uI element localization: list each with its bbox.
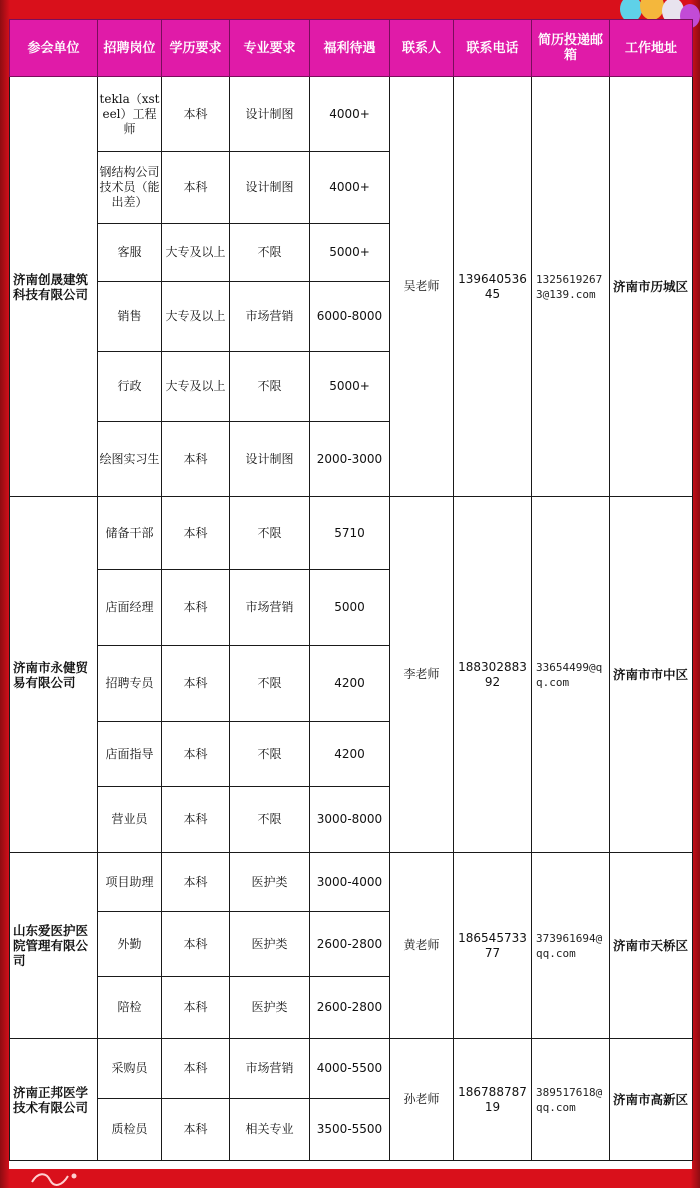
company-phone: 13964053645: [454, 77, 532, 497]
company-name: 山东爱医护医院管理有限公司: [10, 853, 98, 1039]
header-address: 工作地址: [610, 20, 693, 77]
job-major: 医护类: [230, 977, 310, 1039]
job-position: 采购员: [98, 1039, 162, 1099]
job-position: 营业员: [98, 787, 162, 853]
header-education: 学历要求: [162, 20, 230, 77]
job-major: 不限: [230, 497, 310, 570]
job-salary: 4000-5500: [310, 1039, 390, 1099]
company-contact: 李老师: [390, 497, 454, 853]
job-major: 不限: [230, 787, 310, 853]
job-position: 储备干部: [98, 497, 162, 570]
job-salary: 5710: [310, 497, 390, 570]
job-major: 市场营销: [230, 1039, 310, 1099]
company-email: 13256192673@139.com: [532, 77, 610, 497]
company-address: 济南市天桥区: [610, 853, 693, 1039]
job-education: 本科: [162, 1099, 230, 1161]
company-contact: 黄老师: [390, 853, 454, 1039]
job-salary: 2600-2800: [310, 912, 390, 977]
job-major: 设计制图: [230, 422, 310, 497]
company-email: 33654499@qq.com: [532, 497, 610, 853]
job-salary: 2600-2800: [310, 977, 390, 1039]
job-major: 不限: [230, 224, 310, 282]
job-education: 本科: [162, 497, 230, 570]
job-education: 大专及以上: [162, 224, 230, 282]
job-major: 不限: [230, 722, 310, 787]
company-name: 济南正邦医学技术有限公司: [10, 1039, 98, 1161]
job-position: 招聘专员: [98, 646, 162, 722]
company-address: 济南市高新区: [610, 1039, 693, 1161]
header-email: 简历投递邮箱: [532, 20, 610, 77]
job-salary: 5000+: [310, 352, 390, 422]
job-position: 行政: [98, 352, 162, 422]
job-major: 相关专业: [230, 1099, 310, 1161]
job-education: 本科: [162, 787, 230, 853]
header-phone: 联系电话: [454, 20, 532, 77]
company-phone: 18830288392: [454, 497, 532, 853]
decorative-swirl-icon: [28, 1168, 88, 1188]
job-major: 不限: [230, 352, 310, 422]
job-salary: 3000-4000: [310, 853, 390, 912]
job-position: 客服: [98, 224, 162, 282]
recruitment-sheet: [9, 19, 692, 1169]
balloon-icon: [640, 0, 664, 20]
job-education: 本科: [162, 722, 230, 787]
job-position: 项目助理: [98, 853, 162, 912]
job-position: 陪检: [98, 977, 162, 1039]
job-salary: 5000+: [310, 224, 390, 282]
job-salary: 3000-8000: [310, 787, 390, 853]
job-salary: 4000+: [310, 77, 390, 152]
header-unit: 参会单位: [10, 20, 98, 77]
header-contact: 联系人: [390, 20, 454, 77]
job-major: 设计制图: [230, 152, 310, 224]
header-position: 招聘岗位: [98, 20, 162, 77]
job-major: 设计制图: [230, 77, 310, 152]
company-email: 373961694@qq.com: [532, 853, 610, 1039]
job-education: 本科: [162, 152, 230, 224]
job-position: 质检员: [98, 1099, 162, 1161]
job-education: 本科: [162, 422, 230, 497]
job-position: 销售: [98, 282, 162, 352]
job-education: 大专及以上: [162, 282, 230, 352]
company-phone: 18678878719: [454, 1039, 532, 1161]
company-address: 济南市市中区: [610, 497, 693, 853]
company-phone: 18654573377: [454, 853, 532, 1039]
job-major: 医护类: [230, 853, 310, 912]
job-education: 本科: [162, 977, 230, 1039]
job-salary: 2000-3000: [310, 422, 390, 497]
header-row: [10, 20, 693, 77]
job-education: 本科: [162, 77, 230, 152]
job-education: 本科: [162, 646, 230, 722]
table-row: [10, 853, 693, 912]
job-position: 店面指导: [98, 722, 162, 787]
job-salary: 3500-5500: [310, 1099, 390, 1161]
company-name: 济南创晟建筑科技有限公司: [10, 77, 98, 497]
company-name: 济南市永健贸易有限公司: [10, 497, 98, 853]
table-row: [10, 497, 693, 570]
job-position: 钢结构公司技术员（能出差）: [98, 152, 162, 224]
job-position: 绘图实习生: [98, 422, 162, 497]
job-salary: 5000: [310, 570, 390, 646]
job-salary: 4200: [310, 646, 390, 722]
job-salary: 4000+: [310, 152, 390, 224]
job-education: 大专及以上: [162, 352, 230, 422]
header-salary: 福利待遇: [310, 20, 390, 77]
company-address: 济南市历城区: [610, 77, 693, 497]
job-salary: 6000-8000: [310, 282, 390, 352]
job-position: 店面经理: [98, 570, 162, 646]
job-position: tekla（xsteel）工程师: [98, 77, 162, 152]
table-row: [10, 77, 693, 152]
job-education: 本科: [162, 570, 230, 646]
job-salary: 4200: [310, 722, 390, 787]
company-contact: 吴老师: [390, 77, 454, 497]
job-major: 医护类: [230, 912, 310, 977]
job-major: 市场营销: [230, 570, 310, 646]
company-email: 389517618@qq.com: [532, 1039, 610, 1161]
job-position: 外勤: [98, 912, 162, 977]
header-major: 专业要求: [230, 20, 310, 77]
job-education: 本科: [162, 912, 230, 977]
job-major: 市场营销: [230, 282, 310, 352]
job-major: 不限: [230, 646, 310, 722]
company-contact: 孙老师: [390, 1039, 454, 1161]
recruitment-table: [9, 19, 693, 1161]
job-education: 本科: [162, 853, 230, 912]
job-education: 本科: [162, 1039, 230, 1099]
table-row: [10, 1039, 693, 1099]
